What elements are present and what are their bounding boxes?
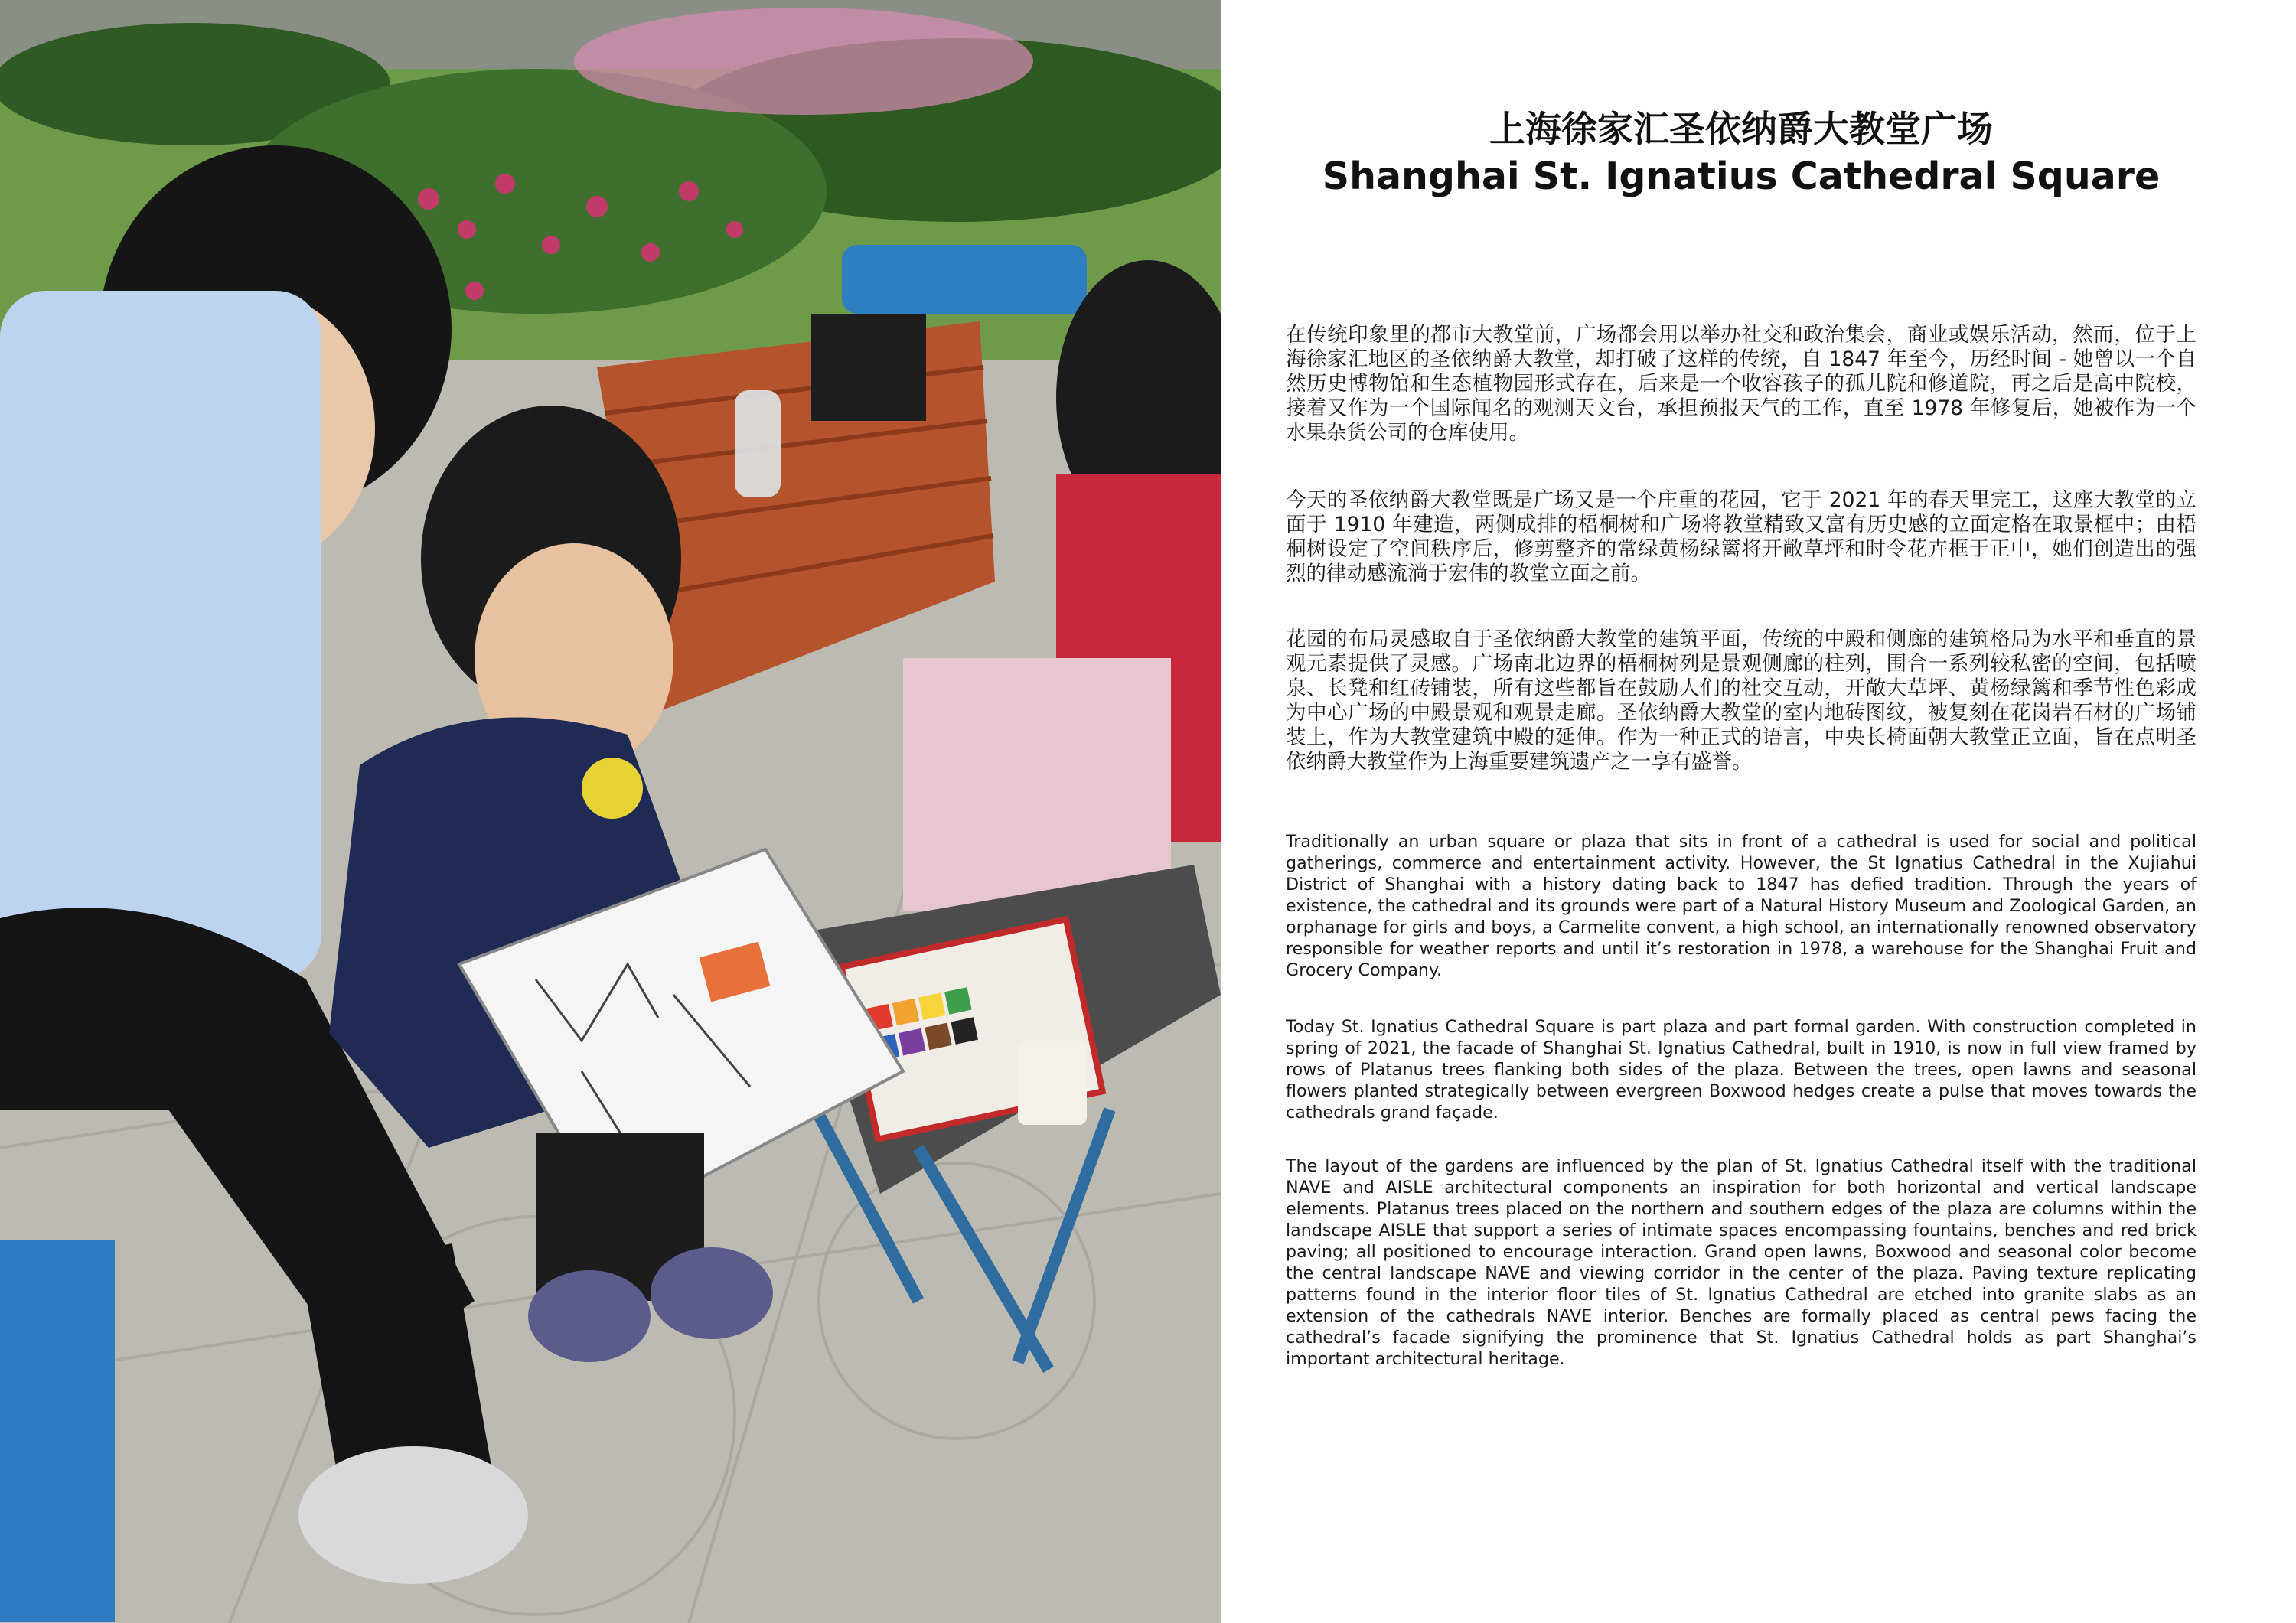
chinese-paragraph-3: 花园的布局灵感取自于圣依纳爵大教堂的建筑平面，传统的中殿和侧廊的建筑格局为水平和垂直的景观元素提供了灵感。广场南北边界的梧桐树列是景观侧廊的柱列，围合一系列较私密的空间，包括喷泉、长凳和红砖铺装，所有这些都旨在鼓励人们的社交互动，开敞大草坪、黄杨绿篱和季节性色彩成为中心广场的中殿景观和观景走廊。圣依纳爵大教堂的室内地砖图纹，被复刻在花岗岩石材的广场铺装上，作为大教堂建筑中殿的延伸。作为一种正式的语言，中央长椅面朝大教堂正立面，旨在点明圣依纳爵大教堂作为上海重要建筑遗产之一享有盛誉。 <box>1286 627 2197 774</box>
english-paragraph-2: Today St. Ignatius Cathedral Square is part plaza and part formal garden. With construction completed in spring of 2021, the facade of Shanghai St. Ignatius Cathedral, built in 1910, is now in full view framed by rows of Platanus trees flanking both sides of the plaza. Between the trees, open lawns and seasonal flowers planted strategically between evergreen Boxwood hedges create a pulse that moves towards the cathedrals grand façade. <box>1286 1017 2197 1123</box>
english-paragraph-3: The layout of the gardens are influenced by the plan of St. Ignatius Cathedral itself with the traditional NAVE and AISLE architectural components an inspiration for both horizontal and vertical landscape elements. Platanus trees placed on the northern and southern edges of the plaza are columns within the landscape AISLE that support a series of intimate spaces encompassing fountains, benches and red brick paving; all positioned to encourage interaction. Grand open lawns, Boxwood and seasonal color become the central landscape NAVE and viewing corridor in the center of the plaza. Paving texture replicating patterns found in the interior floor tiles of St. Ignatius Cathedral are etched into granite slabs as an extension of the cathedrals NAVE interior. Benches are formally placed as central pews facing the cathedral’s facade signifying the prominence that St. Ignatius Cathedral holds as part Shanghai’s important architectural heritage. <box>1286 1156 2197 1369</box>
text-panel <box>1286 0 2197 1623</box>
chinese-paragraph-1: 在传统印象里的都市大教堂前，广场都会用以举办社交和政治集会，商业或娱乐活动，然而，位于上海徐家汇地区的圣依纳爵大教堂，却打破了这样的传统，自 1847 年至今，历经时间 - 她曾以一个自然历史博物馆和生态植物园形式存在，后来是一个收容孩子的孤儿院和修道院，再之后是高中院校，接着又作为一个国际闻名的观测天文台，承担预报天气的工作，直至 1978 年修复后，她被作为一个水果杂货公司的仓库使用。 <box>1286 323 2197 445</box>
title-block <box>1286 107 2197 200</box>
chinese-paragraph-2: 今天的圣依纳爵大教堂既是广场又是一个庄重的花园，它于 2021 年的春天里完工，这座大教堂的立面于 1910 年建造，两侧成排的梧桐树和广场将教堂精致又富有历史感的立面定格在取景框中；由梧桐树设定了空间秩序后，修剪整齐的常绿黄杨绿篱将开敞草坪和时令花卉框于正中，她们创造出的强烈的律动感流淌于宏伟的教堂立面之前。 <box>1286 488 2197 585</box>
title-english: Shanghai St. Ignatius Cathedral Square <box>1322 155 2161 198</box>
title-chinese: 上海徐家汇圣依纳爵大教堂广场 <box>1489 109 1993 151</box>
english-paragraph-1: Traditionally an urban square or plaza that sits in front of a cathedral is used for social and political gatherings, commerce and entertainment activity. However, the St Ignatius Cathedral in the Xujiahui District of Shanghai with a history dating back to 1847 has defied tradition. Through the years of existence, the cathedral and its grounds were part of a Natural History Museum and Zoological Garden, an orphanage for girls and boys, a Carmelite convent, a high school, an internationally renowned observatory responsible for weather reports and until it’s restoration in 1978, a warehouse for the Shanghai Fruit and Grocery Company. <box>1286 832 2197 980</box>
